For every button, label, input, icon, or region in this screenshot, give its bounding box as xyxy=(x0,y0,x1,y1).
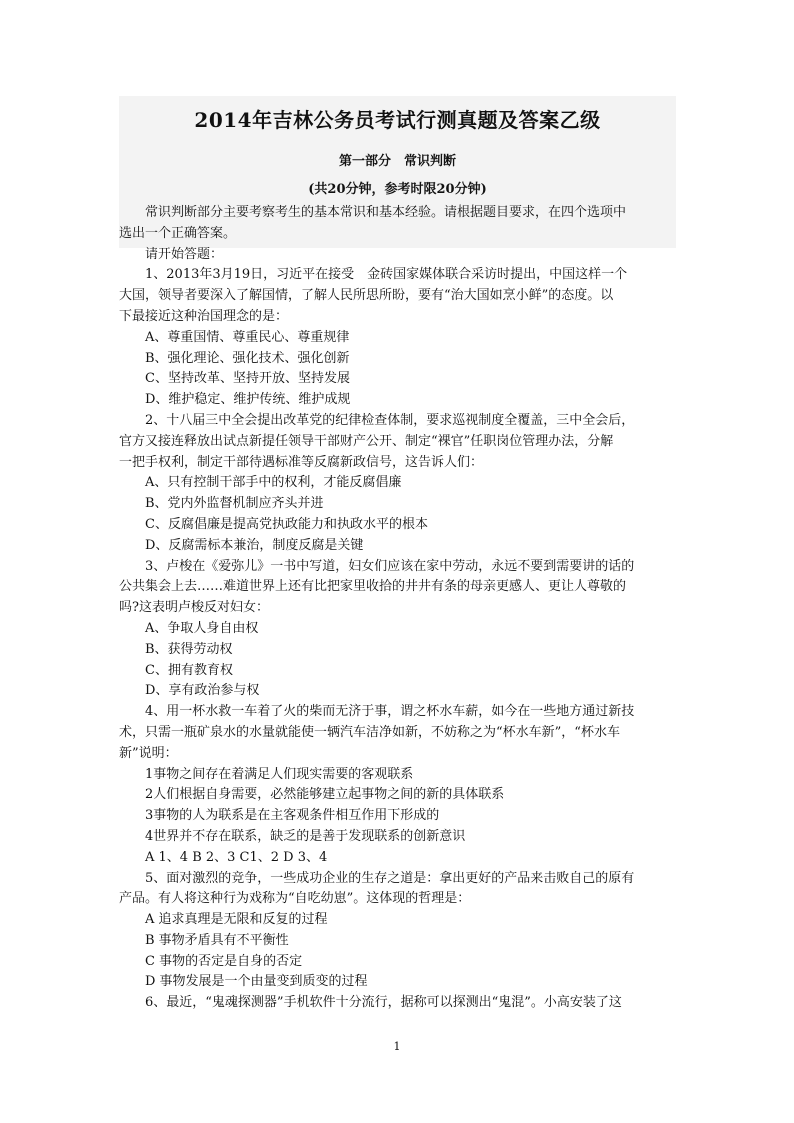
question-3-text: 3、卢梭在《爱弥儿》一书中写道，妇女们应该在家中劳动，永远不要到需要讲的话的 xyxy=(145,558,635,574)
question-2-option-c: C、反腐倡廉是提高党执政能力和执政水平的根本 xyxy=(145,516,428,532)
question-1-option-d: D、维护稳定、维护传统、维护成规 xyxy=(145,392,351,408)
question-3-option-d: D、享有政治参与权 xyxy=(145,683,260,699)
question-5-option-a: A 追求真理是无限和反复的过程 xyxy=(145,912,328,928)
question-4-text: 术，只需一瓶矿泉水的水量就能使一辆汽车洁净如新，不妨称之为“杯水车新”，“杯水车 xyxy=(119,724,620,740)
question-4-text: 新”说明： xyxy=(119,745,178,761)
question-4-statement-4: 4世界并不存在联系，缺乏的是善于发现联系的创新意识 xyxy=(145,828,466,844)
question-3-text: 吗?这表明卢梭反对妇女： xyxy=(119,600,269,616)
question-1-option-a: A、尊重国情、尊重民心、尊重规律 xyxy=(145,329,350,345)
question-1-text: 大国，领导者要深入了解国情，了解人民所思所盼，要有“治大国如烹小鲜”的态度。以 xyxy=(119,288,614,304)
question-5-option-c: C 事物的否定是自身的否定 xyxy=(145,953,303,969)
start-line: 请开始答题： xyxy=(145,246,224,262)
intro-line: 选出一个正确答案。 xyxy=(119,225,237,241)
time-limit-note: (共20分钟，参考时限20分钟) xyxy=(308,182,487,197)
question-2-text: 一把手权利，制定干部待遇标准等反腐新政信号，这告诉人们： xyxy=(119,454,484,470)
question-5-text: 产品。有人将这种行为戏称为“自吃幼崽”。这体现的哲理是： xyxy=(119,891,471,907)
question-5-option-d: D 事物发展是一个由量变到质变的过程 xyxy=(145,974,368,990)
question-1-text: 下最接近这种治国理念的是： xyxy=(119,308,289,324)
question-3-option-c: C、拥有教育权 xyxy=(145,662,233,678)
question-3-option-a: A、争取人身自由权 xyxy=(145,620,259,636)
question-1-option-b: B、强化理论、强化技术、强化创新 xyxy=(145,350,350,366)
page-title: 2014年吉林公务员考试行测真题及答案乙级 xyxy=(194,108,601,132)
question-6-text: 6、最近，“鬼魂探测器”手机软件十分流行，据称可以探测出“鬼混”。小高安装了这 xyxy=(145,995,622,1011)
question-4-statement-3: 3事物的人为联系是在主客观条件相互作用下形成的 xyxy=(145,808,440,824)
question-5-text: 5、面对激烈的竞争，一些成功企业的生存之道是：拿出更好的产品来击败自己的原有 xyxy=(145,870,635,886)
section-heading: 第一部分 常识判断 xyxy=(338,154,456,169)
question-4-statement-2: 2人们根据自身需要，必然能够建立起事物之间的新的具体联系 xyxy=(145,787,505,803)
question-2-option-d: D、反腐需标本兼治，制度反腐是关键 xyxy=(145,537,364,553)
question-1-option-c: C、坚持改革、坚持开放、坚持发展 xyxy=(145,371,350,387)
document-body xyxy=(119,203,679,1014)
question-4-text: 4、用一杯水救一车着了火的柴而无济于事，谓之杯水车薪，如今在一些地方通过新技 xyxy=(145,704,635,720)
intro-line: 常识判断部分主要考察考生的基本常识和基本经验。请根据题目要求，在四个选项中 xyxy=(145,205,627,220)
question-3-option-b: B、获得劳动权 xyxy=(145,641,233,657)
question-4-choices: A 1、4 B 2、3 C1、2 D 3、4 xyxy=(145,849,328,865)
question-3-text: 公共集会上去……难道世界上还有比把家里收拾的井井有条的母亲更感人、更让人尊敬的 xyxy=(119,579,627,595)
question-2-text: 官方又接连释放出试点新提任领导干部财产公开、制定“裸官”任职岗位管理办法，分解 xyxy=(119,433,614,449)
page-number: 1 xyxy=(393,1040,401,1053)
question-2-option-a: A、只有控制干部手中的权利，才能反腐倡廉 xyxy=(145,475,402,491)
question-2-option-b: B、党内外监督机制应齐头并进 xyxy=(145,496,324,512)
question-2-text: 2、十八届三中全会提出改革党的纪律检查体制，要求巡视制度全覆盖，三中全会后， xyxy=(145,412,635,428)
question-5-option-b: B 事物矛盾具有不平衡性 xyxy=(145,932,289,948)
question-4-statement-1: 1事物之间存在着满足人们现实需要的客观联系 xyxy=(145,766,414,782)
question-1-text: 1、2013年3月19日，习近平在接受 金砖国家媒体联合采访时提出，中国这样一个 xyxy=(145,267,628,283)
